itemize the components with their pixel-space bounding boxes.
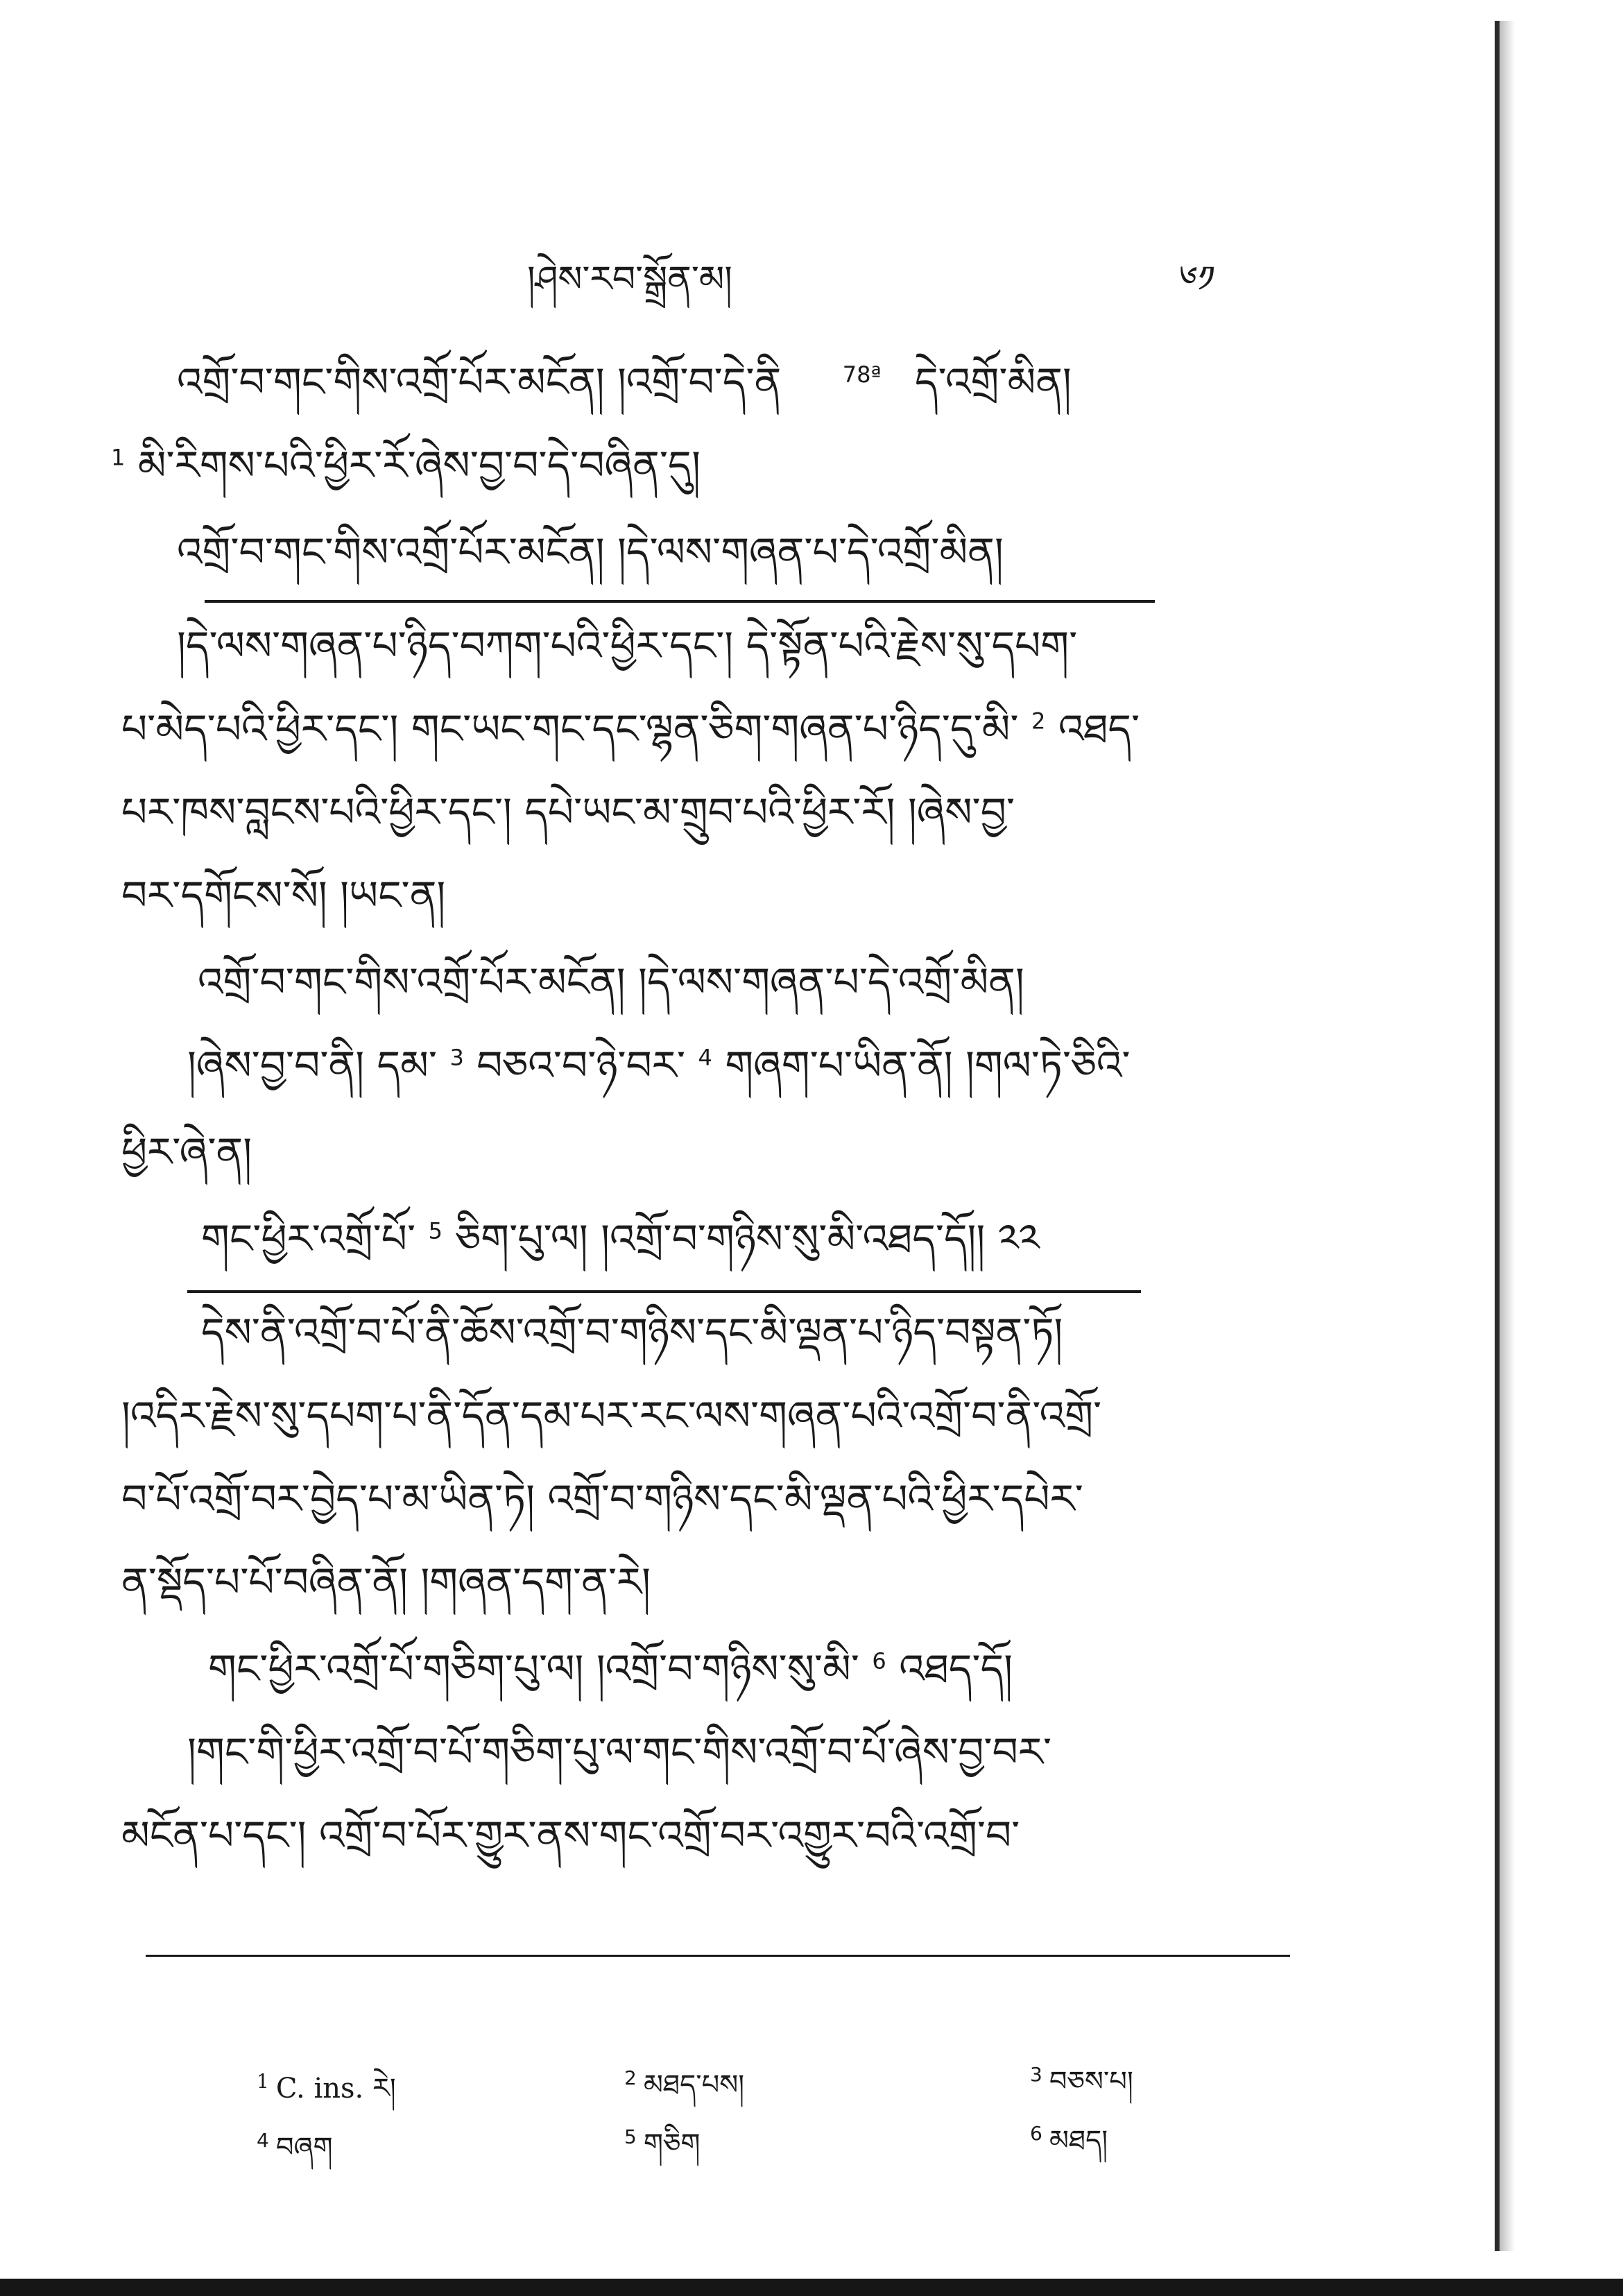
body-line-2	[111, 444, 701, 488]
scan-bottom-border	[0, 2279, 1623, 2296]
page-edge-gradient	[1500, 21, 1515, 2251]
footnote-text: གཅིག	[643, 2128, 701, 2160]
body-line-9	[187, 1044, 1131, 1088]
body-line-7	[121, 874, 445, 918]
line-text: བ་པོ་འགྲོ་བར་བྱེད་པ་མ་ཡིན་ཏེ། འགྲོ་བ་གཉིས་དང་མི་ལྡན་པའི་ཕྱིར་དཔེར་	[121, 1475, 1083, 1523]
footnote-number: 2	[624, 2066, 637, 2089]
footnote-text: བཅས་པ།	[1049, 2066, 1133, 2098]
body-line-15	[121, 1561, 651, 1605]
footnote-text: མཐད།	[1049, 2125, 1108, 2157]
verse-underline	[187, 1290, 1141, 1293]
body-line-11	[201, 1217, 1040, 1262]
page-number: ༦༡	[1179, 259, 1216, 300]
footnote-text: བཞག	[275, 2132, 333, 2164]
body-line-10	[121, 1131, 252, 1175]
running-title: །ཤེས་རབ་སྒྲོན་མ།	[527, 259, 732, 300]
line-text-after: ཅིག་པུ་ལ། །འགྲོ་བ་གཉིས་སུ་མི་འཐད་དོ།། ༢༢	[455, 1215, 1040, 1262]
line-text-after: གཞག་པ་ཡིན་ནོ། །གལ་ཏེ་ཅིའི་	[725, 1042, 1131, 1089]
body-line-3	[177, 531, 1004, 575]
footnote-marker: 2	[1031, 708, 1046, 735]
line-text: ཕྱིར་ཞེ་ན།	[121, 1129, 252, 1176]
page-header	[0, 239, 1623, 300]
line-text-after: བཅའ་བ་ཉེ་བར་	[476, 1042, 686, 1089]
body-line-14	[121, 1477, 1083, 1522]
body-line-4	[177, 624, 1077, 669]
line-text: པ་མེད་པའི་ཕྱིར་དང་། གང་ཡང་གང་དང་ལྷན་ཅིག་གཞན་པ་ཉིད་དུ་མི་	[121, 705, 1019, 753]
line-text: འགྲོ་བ་གང་གིས་འགྲོ་པོར་མངོན། །དེ་ལས་གཞན་པ་དེ་འགྲོ་མིན།	[198, 959, 1024, 1006]
line-text: །ཞེས་བྱ་བ་ནི། དམ་	[187, 1042, 437, 1089]
page-edge-shadow	[1495, 21, 1500, 2251]
footnote-marker: 4	[698, 1044, 712, 1071]
body-line-17	[187, 1731, 1051, 1775]
line-text: འགྲོ་བ་གང་གིས་འགྲོ་པོར་མངོན། །དེ་ལས་གཞན་པ་དེ་འགྲོ་མིན།	[177, 529, 1004, 576]
verse-underline	[205, 600, 1155, 603]
line-text: །འདིར་རྗེས་སུ་དཔག་པ་ནི་དོན་དམ་པར་རང་ལས་གཞན་པའི་འགྲོ་བ་ནི་འགྲོ་	[121, 1392, 1102, 1439]
line-text: པར་ཁས་བླངས་པའི་ཕྱིར་དང་། དཔེ་ཡང་མ་གྲུབ་པའི་ཕྱིར་རོ། །ཞེས་བྱ་	[121, 789, 1015, 836]
footnote-4	[257, 2116, 333, 2194]
body-line-18	[121, 1814, 1020, 1858]
body-line-13	[121, 1394, 1101, 1439]
line-text: གང་ཕྱིར་འགྲོ་པོ་	[201, 1215, 416, 1262]
footnote-separator	[146, 1955, 1290, 1957]
footnote-text: མཐད་པས།	[643, 2069, 745, 2101]
line-text-after: འཐད་	[1058, 705, 1140, 753]
footnote-number: 5	[624, 2125, 637, 2148]
line-text: དེས་ནི་འགྲོ་བ་པོ་ནི་ཆོས་འགྲོ་བ་གཉིས་དང་མི་ལྡན་པ་ཉིད་བསྟན་ཏོ།	[201, 1309, 1063, 1356]
line-text-after: འཐད་དོ།	[899, 1645, 1013, 1693]
line-text: གང་ཕྱིར་འགྲོ་པོ་གཅིག་པུ་ལ། །འགྲོ་བ་གཉིས་སུ་མི་	[208, 1645, 859, 1693]
footnote-marker: 5	[428, 1217, 443, 1244]
footnote-number: 1	[257, 2069, 269, 2093]
footnote-5	[624, 2112, 701, 2191]
footnote-number: 3	[1030, 2062, 1042, 2086]
body-line-8	[198, 961, 1024, 1005]
line-text: འགྲོ་བ་གང་གིས་འགྲོ་པོར་མངོན། །འགྲོ་བ་དེ་ནི	[177, 359, 782, 406]
line-text: མངོན་པ་དང་། འགྲོ་བ་པོར་གྱུར་ནས་གང་འགྲོ་བར་འགྱུར་བའི་འགྲོ་བ་	[121, 1812, 1020, 1859]
line-text: །དེ་ལས་གཞན་པ་ཉིད་བཀག་པའི་ཕྱིར་དང་། དེ་སྟོན་པའི་རྗེས་སུ་དཔག་	[177, 622, 1078, 669]
folio-marker: 78ª	[842, 361, 882, 388]
footnote-text: C. ins. རེ།	[275, 2073, 396, 2105]
body-line-6	[121, 791, 1015, 835]
line-text: ན་སྡོད་པ་པོ་བཞིན་ནོ། །གཞན་དག་ན་རེ།	[121, 1559, 651, 1606]
footnote-marker: 6	[872, 1647, 886, 1674]
line-text: བར་དགོངས་སོ། །ཡང་ན།	[121, 872, 446, 919]
footnote-6	[1030, 2109, 1108, 2187]
body-line-5	[121, 705, 1140, 753]
footnote-number: 4	[257, 2128, 269, 2152]
line-text-after: དེ་འགྲོ་མིན།	[914, 359, 1072, 406]
body-line-12	[201, 1311, 1063, 1355]
line-text: །གང་གི་ཕྱིར་འགྲོ་བ་པོ་གཅིག་པུ་ལ་གང་གིས་འགྲོ་བ་པོ་ཞེས་བྱ་བར་	[187, 1729, 1052, 1776]
footnote-marker: 3	[449, 1044, 464, 1071]
footnote-marker: 1	[111, 444, 126, 471]
body-line-1	[177, 361, 1072, 405]
body-line-16	[208, 1647, 1013, 1692]
footnote-number: 6	[1030, 2121, 1042, 2145]
line-text: མི་རིགས་པའི་ཕྱིར་རོ་ཞེས་བྱ་བ་དེ་བཞིན་དུ།	[137, 442, 701, 489]
